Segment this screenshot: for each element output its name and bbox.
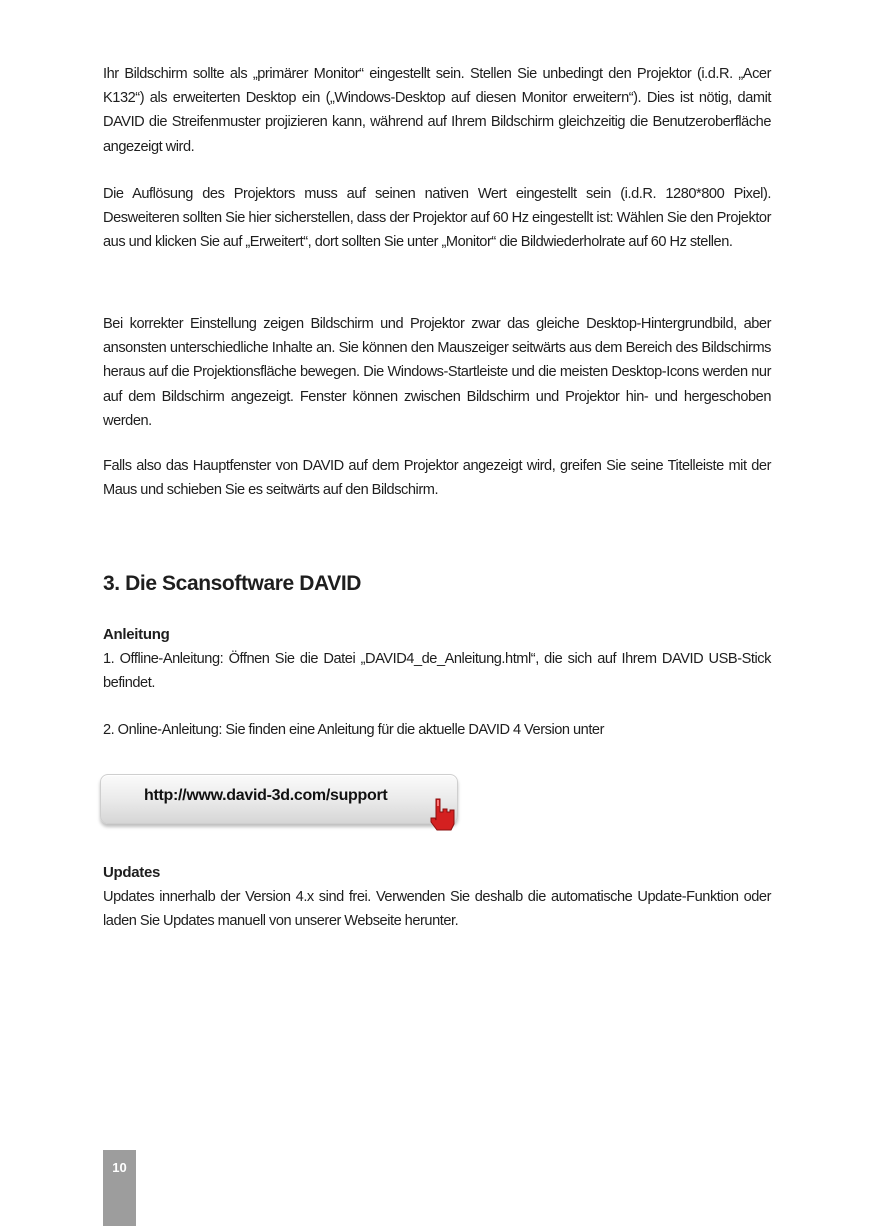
paragraph-main-window: Falls also das Hauptfenster von DAVID auf dem Projektor angezeigt wird, greifen Sie seine Titelleiste mit der Maus und schieben Sie es seitwärts auf den Bildschirm. [103, 458, 771, 499]
support-link[interactable]: http://www.david-3d.com/support [144, 787, 388, 804]
offline-manual-text: 1. Offline-Anleitung: Öffnen Sie die Datei „DAVID4_de_Anleitung.html“, die sich auf Ihrem DAVID USB-Stick befindet. [103, 651, 771, 692]
page-number: 10 [112, 1160, 127, 1175]
section-title: 3. Die Scansoftware DAVID [103, 572, 362, 595]
pointing-hand-cursor-icon [427, 797, 457, 831]
anleitung-heading: Anleitung [103, 626, 170, 643]
online-manual-text: 2. Online-Anleitung: Sie finden eine Anleitung für die aktuelle DAVID 4 Version unter [103, 722, 605, 738]
paragraph-primary-monitor: Ihr Bildschirm sollte als „primärer Monitor“ eingestellt sein. Stellen Sie unbedingt den Projektor (i.d.R. „Acer K132“) als erweiterten Desktop ein („Windows-Desktop auf diesen Monitor erweitern“). Dies ist nötig, damit DAVID die Streifenmuster projizieren kann, während auf Ihrem Bildschirm gleichzeitig die Benutzeroberfläche angezeigt wird. [103, 66, 771, 155]
paragraph-correct-setup: Bei korrekter Einstellung zeigen Bildschirm und Projektor zwar das gleiche Desktop-Hintergrundbild, aber ansonsten unterschiedliche Inhalte an. Sie können den Mauszeiger seitwärts aus dem Bereich des Bildschirms heraus auf die Projektionsfläche bewegen. Die Windows-Startleiste und die meisten Desktop-Icons werden nur auf dem Bildschirm angezeigt. Fenster können zwischen Bildschirm und Projektor hin- und hergeschoben werden. [103, 316, 771, 429]
updates-heading: Updates [103, 864, 161, 881]
paragraph-resolution: Die Auflösung des Projektors muss auf seinen nativen Wert eingestellt sein (i.d.R. 1280*800 Pixel). Desweiteren sollten Sie hier sicherstellen, dass der Projektor auf 60 Hz eingestellt ist: Wählen Sie den Projektor aus und klicken Sie auf „Erweitert“, dort sollten Sie unter „Monitor“ die Bildwiederholrate auf 60 Hz stellen. [103, 186, 771, 251]
support-link-button[interactable] [100, 774, 458, 824]
updates-text: Updates innerhalb der Version 4.x sind frei. Verwenden Sie deshalb die automatische Update-Funktion oder laden Sie Updates manuell von unserer Webseite herunter. [103, 889, 771, 930]
page-number-tab [103, 1150, 136, 1226]
